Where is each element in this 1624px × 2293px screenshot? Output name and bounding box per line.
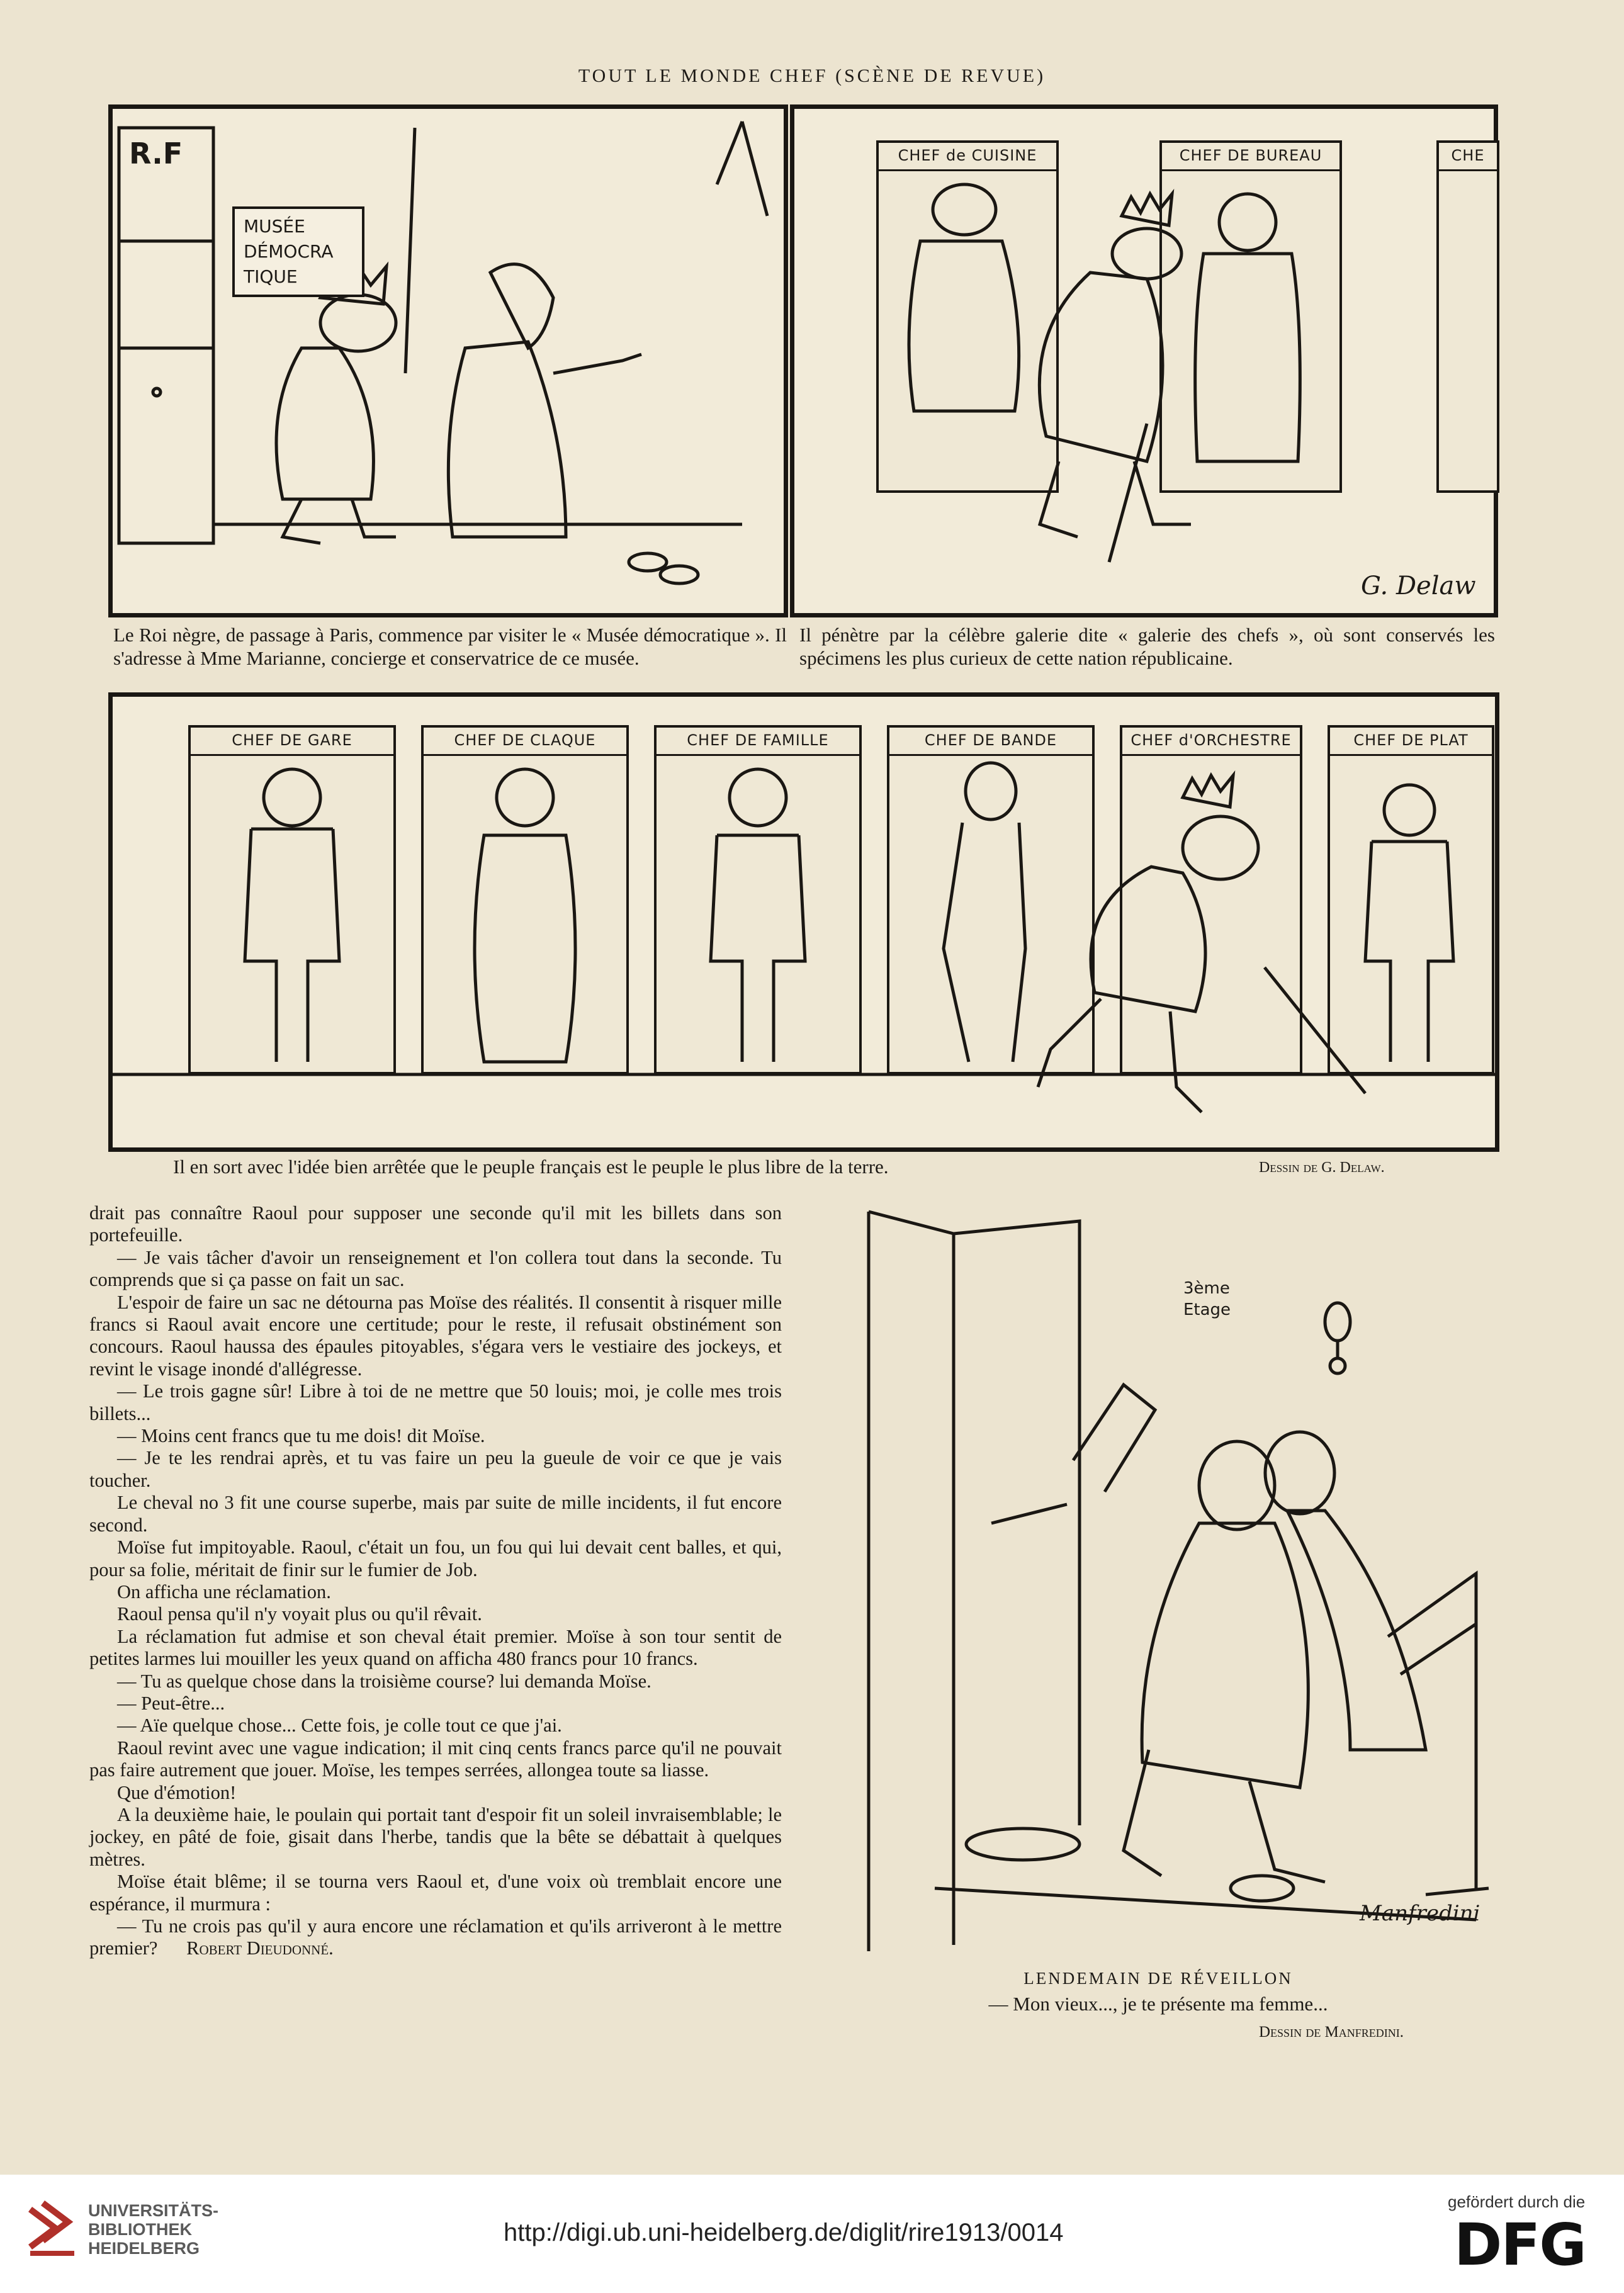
cartoon-panel-museum — [108, 104, 788, 617]
article-paragraph: Le cheval no 3 fit une course superbe, mais par suite de mille incidents, il fut encore second. — [89, 1492, 782, 1536]
ub-heidelberg-logo-icon — [24, 2197, 81, 2266]
library-name-line: HEIDELBERG — [88, 2239, 200, 2258]
illustration-title: LENDEMAIN DE RÉVEILLON — [1023, 1969, 1293, 1988]
illustration-signature: Manfredini — [1360, 1901, 1480, 1926]
reveillon-illustration — [809, 1196, 1501, 1964]
library-name — [88, 2201, 218, 2258]
article-paragraph: — Aïe quelque chose... Cette fois, je colle tout ce que j'ai. — [117, 1715, 562, 1737]
article-paragraph: drait pas connaître Raoul pour supposer une seconde qu'il mit les billets dans son portefeuille. — [89, 1202, 782, 1246]
museum-sign-line: MUSÉE — [244, 216, 305, 237]
booth-sign: CHEF de CUISINE — [879, 143, 1056, 171]
gallery-scene — [794, 109, 1494, 613]
cartoon-panel-chefs-gallery — [108, 692, 1499, 1152]
panel2-caption: Il pénètre par la célèbre galerie dite « galerie des chefs », où sont conservés les spécimens les plus curieux de cette nation républicaine. — [799, 624, 1495, 669]
article-paragraph: — Moins cent francs que tu me dois! dit Moïse. — [117, 1425, 485, 1447]
panel3-credit: Dessin de G. Delaw. — [1259, 1159, 1385, 1176]
article-paragraph: — Peut-être... — [117, 1692, 225, 1714]
article-paragraph: — Le trois gagne sûr! Libre à toi de ne mettre que 50 louis; moi, je colle mes trois billets... — [89, 1380, 782, 1424]
panel2-signature: G. Delaw — [1361, 572, 1476, 600]
article-paragraph: On afficha une réclamation. — [117, 1580, 331, 1603]
cartoon-panel-gallery — [790, 104, 1498, 617]
booth-sign: CHE — [1439, 143, 1497, 171]
dfg-logo: DFG — [1454, 2211, 1586, 2279]
booth-sign: CHEF DE BANDE — [889, 728, 1092, 756]
museum-sign — [232, 206, 364, 297]
museum-sign-line: DÉMOCRA — [244, 241, 334, 262]
funding-text: gefördert durch die — [1448, 2192, 1586, 2211]
illustration-caption: — Mon vieux..., je te présente ma femme... — [988, 1993, 1328, 2015]
library-name-line: UNIVERSITÄTS- — [88, 2201, 219, 2220]
article-author: Robert Dieudonné. — [186, 1937, 334, 1959]
digital-url-link[interactable]: http://digi.ub.uni-heidelberg.de/diglit/rire1913/0014 — [504, 2219, 1064, 2246]
museum-sign-line: TIQUE — [244, 266, 298, 287]
library-name-line: BIBLIOTHEK — [88, 2220, 192, 2239]
article-paragraph: — Je te les rendrai après, et tu vas faire un peu la gueule de voir ce que je vais toucher. — [89, 1447, 782, 1491]
article-paragraph: Moïse fut impitoyable. Raoul, c'était un fou, un fou qui lui devait cent balles, et qui, pour sa folie, méritait de finir sur le fumier de Job. — [89, 1536, 782, 1580]
article-paragraph: Raoul pensa qu'il n'y voyait plus ou qu'il rêvait. — [117, 1603, 482, 1625]
article-paragraph: Moïse était blême; il se tourna vers Raoul et, d'une voix où tremblait encore une espérance, il murmura : — [89, 1871, 782, 1915]
page-header: TOUT LE MONDE CHEF (SCÈNE DE REVUE) — [578, 65, 1046, 86]
article-body — [89, 1202, 782, 1960]
booth-sign: CHEF DE PLAT — [1330, 728, 1492, 756]
panel3-caption: Il en sort avec l'idée bien arrêtée que le peuple français est le peuple le plus libre de la terre. — [173, 1156, 889, 1178]
article-paragraph: A la deuxième haie, le poulain qui portait tant d'espoir fit un soleil invraisemblable; le jockey, en pâté de foie, gisait dans l'herbe, tandis que la bête se débattait à quelques mètres. — [89, 1803, 782, 1870]
floor-note: 3ème Etage — [1183, 1279, 1231, 1319]
booth-sign: CHEF DE GARE — [191, 728, 393, 756]
article-paragraph: Que d'émotion! — [117, 1781, 237, 1803]
door-label: R.F — [129, 137, 183, 171]
article-paragraph — [89, 1915, 782, 1960]
museum-scene — [113, 109, 784, 613]
article-paragraph: L'espoir de faire un sac ne détourna pas Moïse des réalités. Il consentit à risquer mille francs si Raoul avait encore une certitude; pour le reste, il refusait obstinément son concours. Raoul haussa des épaules pitoyables, s'égara vers le vestiaire des jockeys, et revint le visage inondé d'allégresse. — [89, 1291, 782, 1380]
article-paragraph: Raoul revint avec une vague indication; il mit cinq cents francs parce qu'il ne pouvait pas faire autrement que jouer. Moïse, les tempes serrées, allongea toute sa liasse. — [89, 1737, 782, 1781]
booth-sign: CHEF DE FAMILLE — [657, 728, 859, 756]
booth-sign: CHEF DE BUREAU — [1162, 143, 1339, 171]
chefs-scene — [113, 697, 1495, 1147]
article-paragraph-last: — Tu ne crois pas qu'il y aura encore une réclamation et qu'ils arriveront à le mettre premier? — [89, 1915, 782, 1959]
booth-sign: CHEF d'ORCHESTRE — [1122, 728, 1300, 756]
panel1-caption: Le Roi nègre, de passage à Paris, commence par visiter le « Musée démocratique ». Il s'adresse à Mme Marianne, concierge et conservatrice de ce musée. — [113, 624, 787, 669]
article-paragraph: La réclamation fut admise et son cheval était premier. Moïse à son tour sentit de petites larmes lui mouiller les yeux quand on afficha 480 francs pour 10 francs. — [89, 1625, 782, 1670]
article-paragraph: — Je vais tâcher d'avoir un renseignement et l'on collera tout dans la seconde. Tu comprends que si ça passe on fait un sac. — [89, 1246, 782, 1291]
illustration-credit: Dessin de Manfredini. — [1259, 2024, 1404, 2041]
booth-sign: CHEF DE CLAQUE — [424, 728, 626, 756]
footer-bar — [0, 2175, 1624, 2293]
article-paragraph: — Tu as quelque chose dans la troisième course? lui demanda Moïse. — [117, 1670, 651, 1692]
